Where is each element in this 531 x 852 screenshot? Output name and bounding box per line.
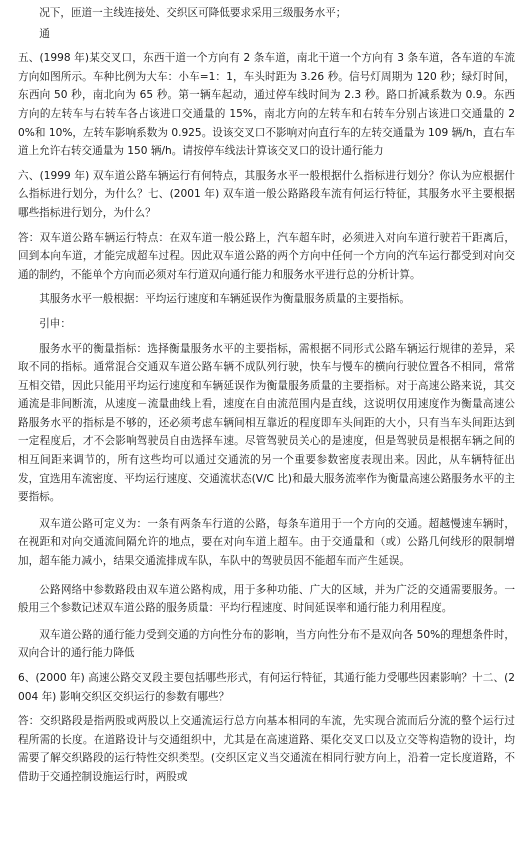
paragraph: 通 <box>39 27 50 40</box>
paragraph: 双车道公路可定义为：一条有两条车行道的公路，每条车道用于一个方向的交通。超越慢速车辆时，在视距和对向交通流间隔允许的地点，要在对向车道上超车。由于交通量和（或）公路几何线形的限制增加，超车能力减小，结果交通流排成车队，车队中的驾驶员因不能超车而产生延误。 <box>18 517 515 568</box>
answer-paragraph: 答：双车道公路车辆运行特点：在双车道一般公路上，汽车超车时，必须进入对向车道行驶若干距离后，回到本向车道，才能完成超车过程。因此双车道公路的两个方向中任何一个方向的汽车运行都受到对向交通的制约，不能单个方向而必须对车行道双向通行能力和服务水平进行总的分析计算。 <box>18 231 515 281</box>
question-6-12: 6、(2000 年) 高速公路交叉段主要包括哪些形式，有何运行特征，其通行能力受哪些因素影响？十二、(2004 年) 影响交织区交织运行的参数有哪些？ <box>18 672 515 703</box>
subheading: 引申： <box>39 317 71 330</box>
paragraph: 服务水平的衡量指标：选择衡量服务水平的主要指标，需根据不同形式公路车辆运行规律的差异，采取不同的指标。通常混合交通双车道公路车辆不成队列行驶，快车与慢车的横向行驶位置各不相同，常常互相交错，因此只能用平均运行速度和车辆延误作为衡量服务质量的主要指标。对于高速公路来说，其交通流是非间断流，从速度－流量曲线上看，速度在自由流范围内是直线，这说明仅用速度作为衡量高速公路服务水平的指标是不够的，还必须考虑车辆间相互靠近的程度即车头间距的大小，只有当车头间距达到一定程度后，才不会影响驾驶员自由选择车速。尽管驾驶员关心的是速度，但是驾驶员是根据车辆之间的相互间距来调节的，所有这些均可以通过交通流的另一个重要参数密度表现出来。因此，从车辆特征出发，宜选用车流密度、平均运行速度、交通流状态(V/C 比)和最大服务流率作为衡量高速公路服务水平的主要指标。 <box>18 342 515 504</box>
paragraph: 公路网络中参数路段由双车道公路构成，用于多种功能、广大的区域，并为广泛的交通需要服务。一般用三个参数记述双车道公路的服务质量：平均行程速度、时间延误率和通行能力利用程度。 <box>18 583 515 615</box>
paragraph: 其服务水平一般根据：平均运行速度和车辆延误作为衡量服务质量的主要指标。 <box>39 293 410 306</box>
paragraph: 况下，匝道一主线连接处、交织区可降低要求采用三级服务水平； <box>39 7 347 19</box>
answer-paragraph: 答：交织路段是指两股或两股以上交通流运行总方向基本相同的车流，先实现合流而后分流的整个运行过程所需的长度。在道路设计与交通组织中，尤其是在高速道路、渠化交叉口以及立交等构造物的设计，均需要了解交织路段的运行特性交织类型。(交织区定义当交通流在相同行驶方向上，沿着一定长度道路，不借助于交通控制设施运行时，两股或 <box>18 715 515 783</box>
document-page <box>0 4 531 852</box>
question-5: 五、(1998 年)某交叉口，东西干道一个方向有 2 条车道，南北干道一个方向有 3 条车道，各车道的车流方向如图所示。车种比例为大车：小车=1：1，车头时距为 3.26 秒。信号灯周期为 120 秒；绿灯时间，东西向 50 秒，南北向为 65 秒。第一辆车起动，通过停车线时间为 2.3 秒。路口折减系数为 0.9。东西方向的左转车与右转车各占该进口交通量的 15%，南北方向的左转车和右转车分别占该进口交通量的 20%和 10%，左转车影响系数为 0.925。设该交叉口不影响对向直行车的左转交通量为 109 辆/h，直右车道上允许右转交通量为 150 辆/h。请按停车线法计算该交叉口的设计通行能力 <box>18 52 515 158</box>
paragraph: 双车道公路的通行能力受到交通的方向性分布的影响，当方向性分布不是双向各 50%的理想条件时，双向合计的通行能力降低 <box>18 628 515 660</box>
question-6-7: 六、(1999 年) 双车道公路车辆运行有何特点，其服务水平一般根据什么指标进行划分？你认为应根据什么指标进行划分，为什么？七、(2001 年) 双车道一般公路路段车流有何运行特征，其服务水平主要根据哪些指标进行划分，为什么？ <box>18 169 515 219</box>
